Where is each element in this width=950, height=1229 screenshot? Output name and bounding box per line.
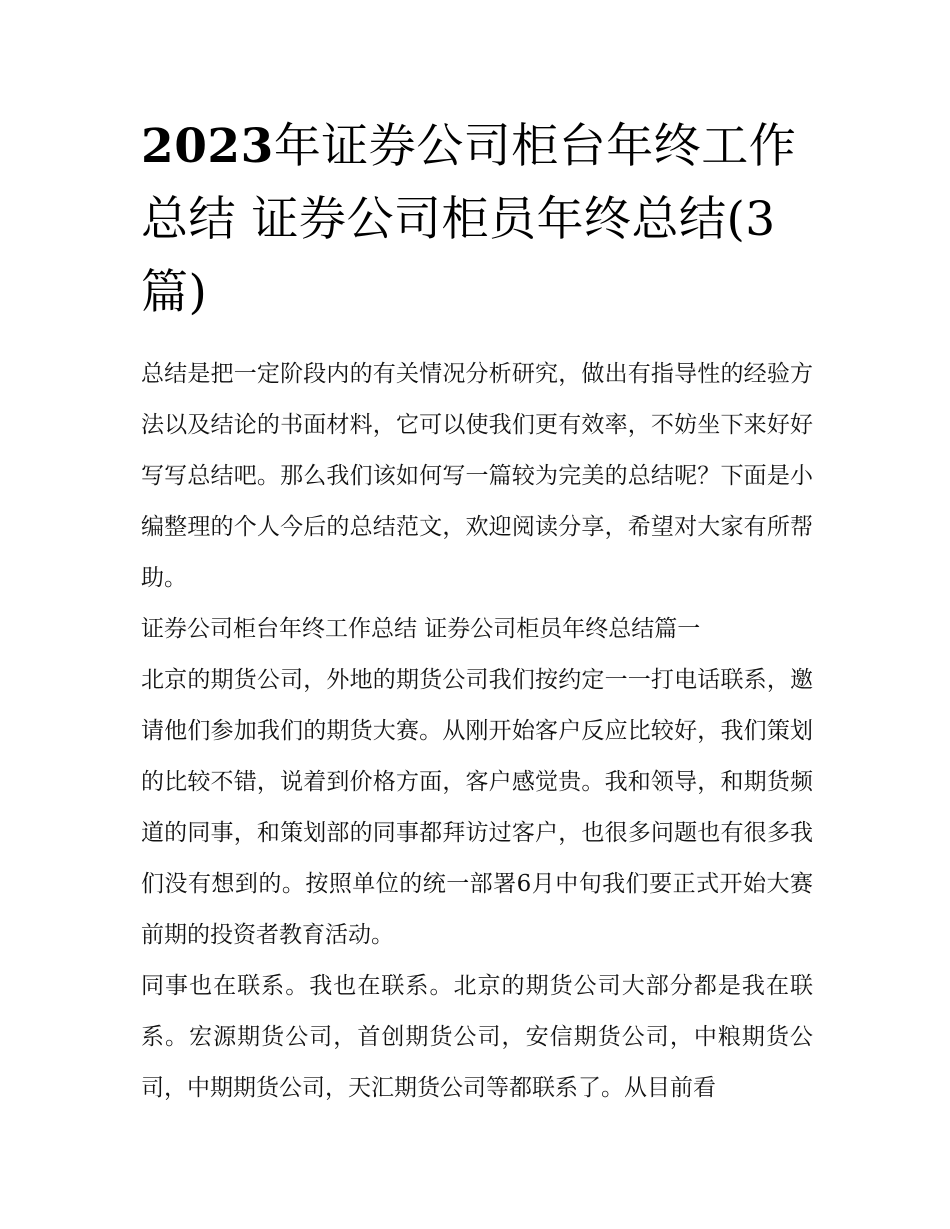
section-heading: 证券公司柜台年终工作总结 证券公司柜员年终总结篇一 <box>141 616 701 642</box>
body-paragraph-1: 北京的期货公司，外地的期货公司我们按约定一一打电话联系，邀请他们参加我们的期货大赛。从刚开始客户反应比较好，我们策划的比较不错，说着到价格方面，客户感觉贵。我和领导，和期货频道的同事，和策划部的同事都拜访过客户，也很多问题也有很多我们没有想到的。按照单位的统一部署6月中旬我们要正式开始大赛前期的投资者教育活动。 <box>141 667 813 948</box>
body-paragraph-2: 同事也在联系。我也在联系。北京的期货公司大部分都是我在联系。宏源期货公司，首创期货公司，安信期货公司，中粮期货公司，中期期货公司，天汇期货公司等都联系了。从目前看 <box>141 973 813 1101</box>
title-text: 年证券公司柜台年终工作总结 证券公司柜员年终总结(3篇) <box>141 119 797 320</box>
document-title <box>141 110 813 329</box>
document-body <box>141 110 813 1114</box>
title-year: 2023 <box>141 119 274 174</box>
intro-paragraph: 总结是把一定阶段内的有关情况分析研究，做出有指导性的经验方法以及结论的书面材料，它可以使我们更有效率，不妨坐下来好好写写总结吧。那么我们该如何写一篇较为完美的总结呢？下面是小编整理的个人今后的总结范文，欢迎阅读分享，希望对大家有所帮助。 <box>141 361 813 591</box>
